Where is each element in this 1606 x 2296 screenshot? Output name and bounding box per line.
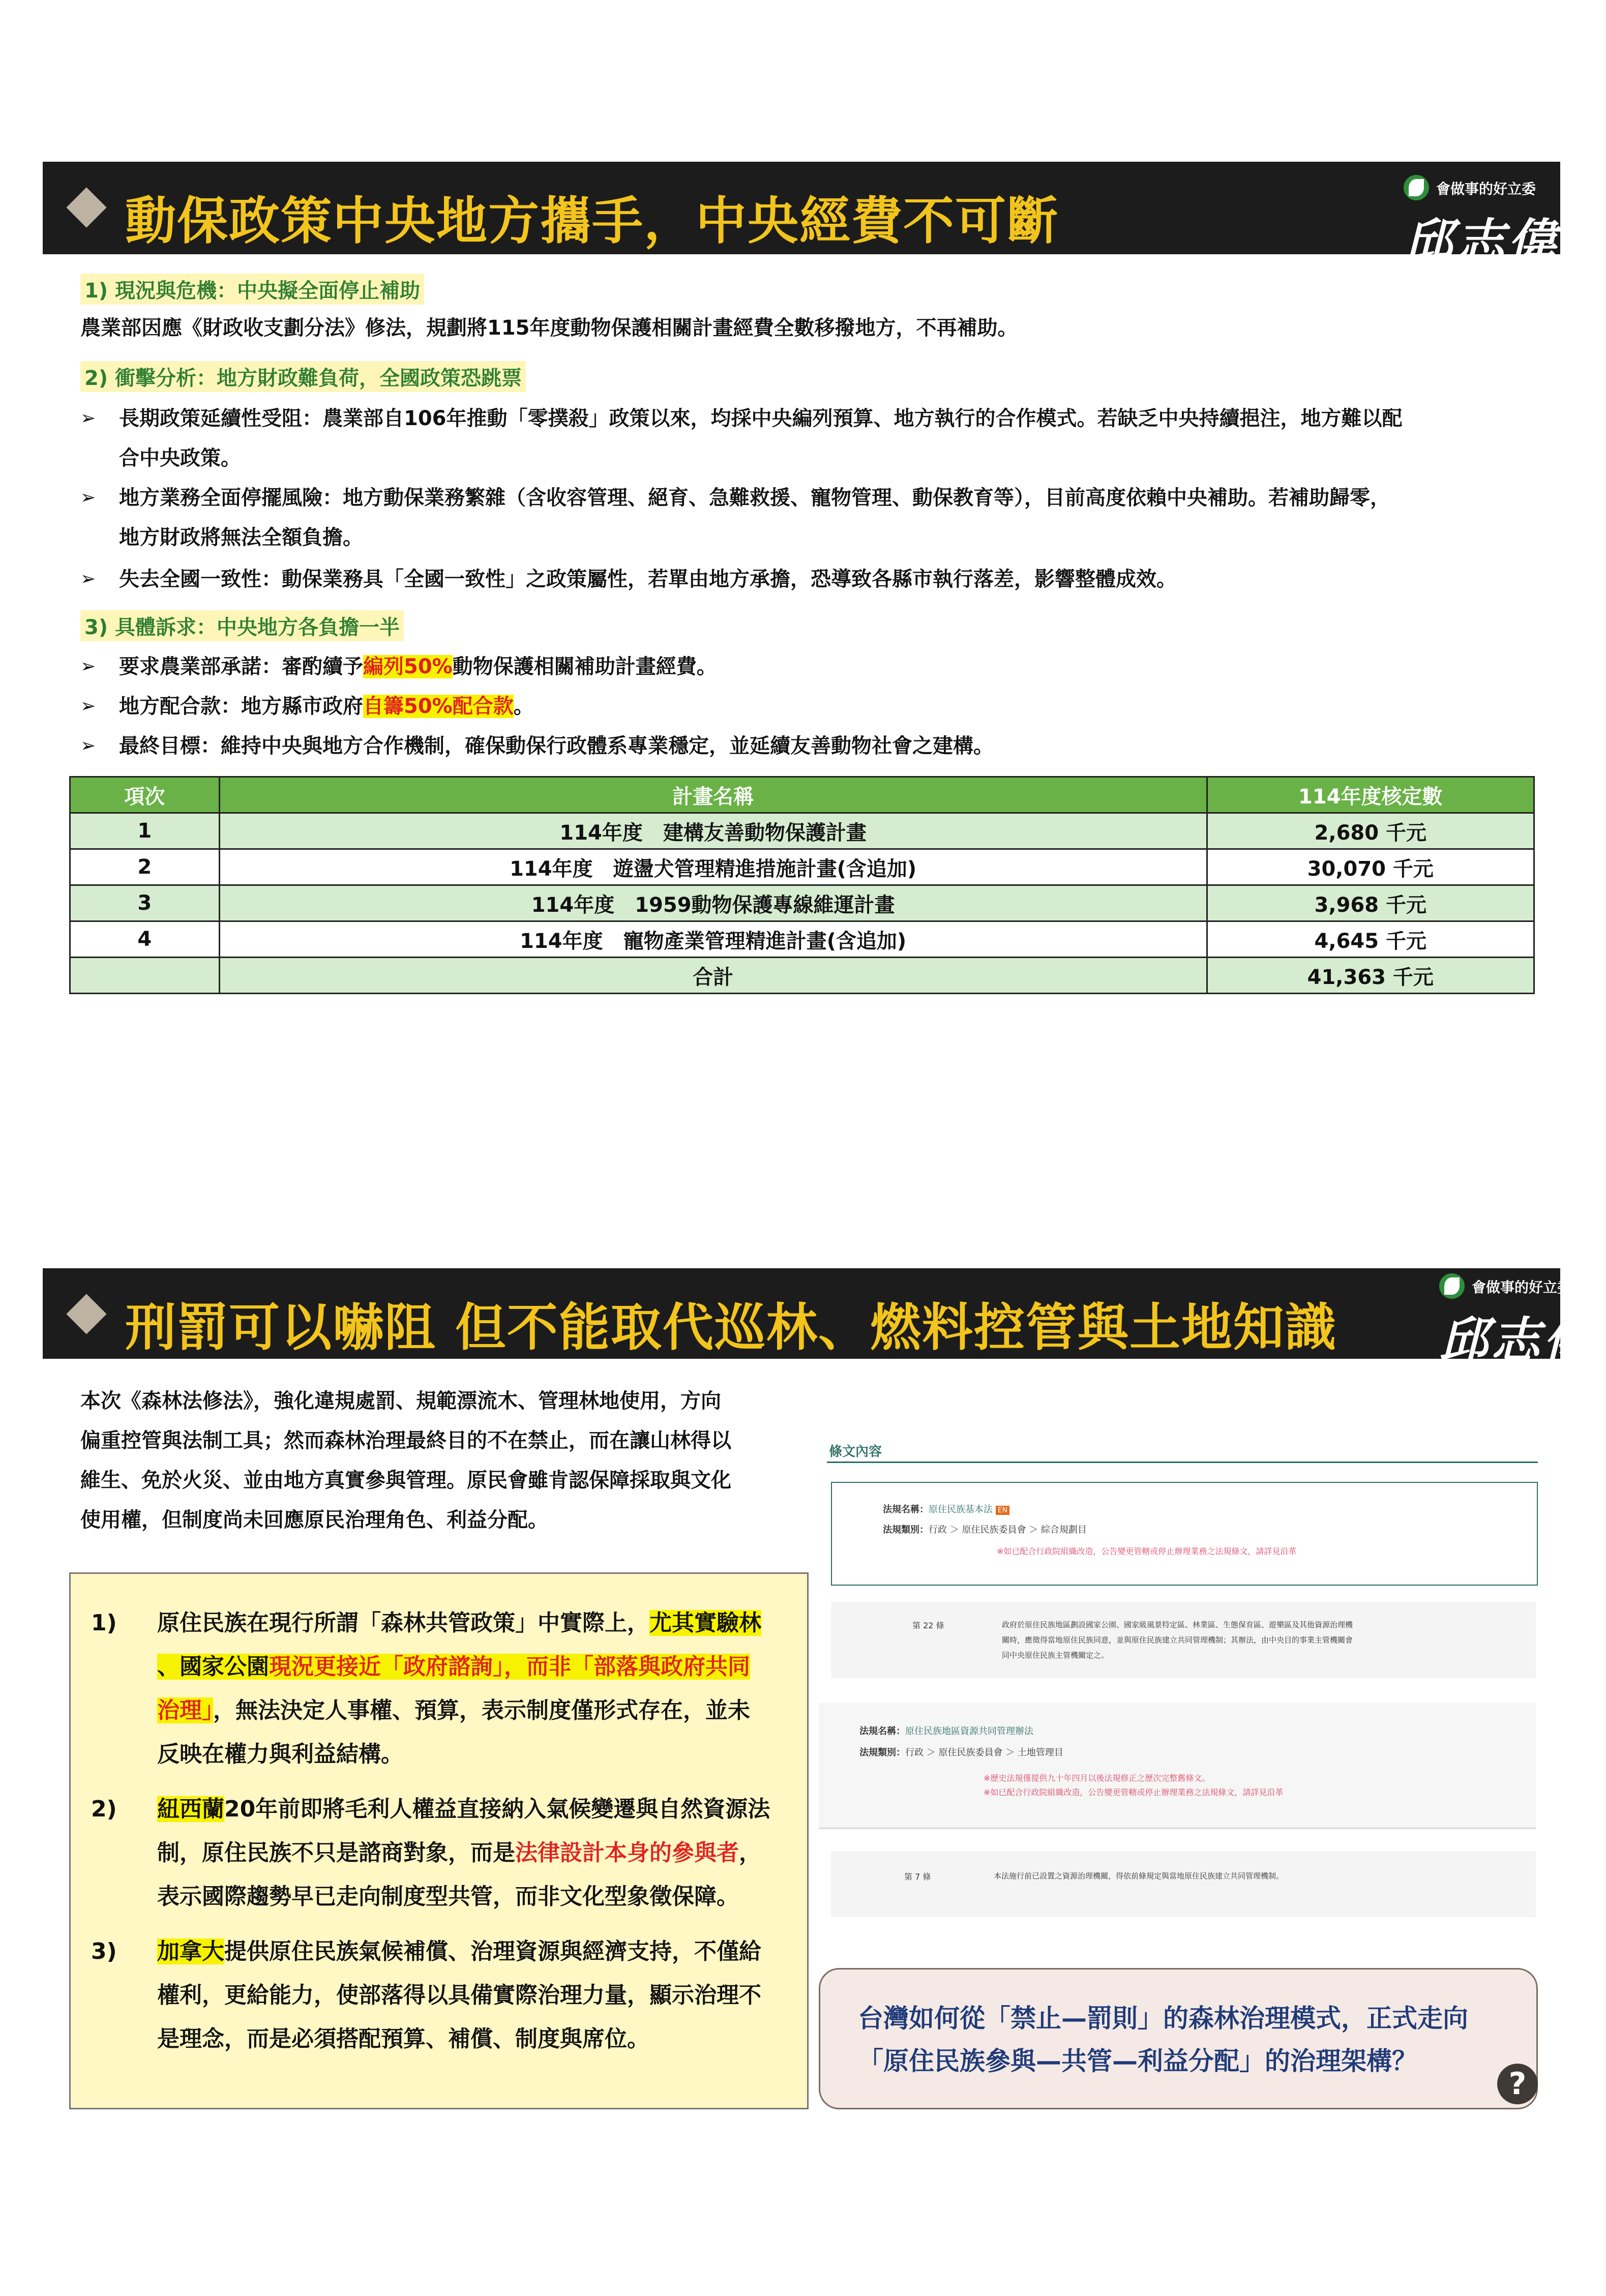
table-total-row: 合計 41,363 千元 <box>70 958 1534 994</box>
section2-intro-line: 偏重控管與法制工具；然而森林治理最終目的不在禁止，而在讓山林得以 <box>80 1429 731 1452</box>
analysis-item: 3) 加拿大提供原住民族氣候補償、治理資源與經濟支持，不僅給 權利，更給能力，使部落得以具備實際治理力量，顯示治理不 是理念，而是必須搭配預算、補償、制度與席位。 <box>91 1939 761 2052</box>
brand-slogan: 會做事的好立委 <box>1472 1279 1572 1296</box>
party-logo-icon <box>1439 1273 1465 1299</box>
brand-slogan: 會做事的好立委 <box>1436 181 1536 197</box>
table-row: 3 114年度 1959動物保護專線維運計畫 3,968 千元 <box>70 885 1534 921</box>
table-header: 計畫名稱 <box>219 777 1207 813</box>
section2-intro-line: 本次《森林法修法》，強化違規處罰、規範漂流木、管理林地使用，方向 <box>80 1389 721 1413</box>
bullet-item: ➢ 長期政策延續性受阻：農業部自106年推動「零撲殺」政策以來，均採中央編列預算、地方執行的合作模式。若缺乏中央持續挹注，地方難以配 合中央政策。 <box>80 399 1535 478</box>
table-row: 4 114年度 寵物產業管理精進計畫(含追加) 4,645 千元 <box>70 921 1534 958</box>
bullet-item: ➢ 地方配合款：地方縣市政府自籌50%配合款。 <box>80 687 1535 726</box>
highlight-self-funding: 自籌50%配合款 <box>363 695 514 718</box>
arrow-bullet-icon: ➢ <box>80 569 96 589</box>
bullet-item: ➢ 要求農業部承諾：審酌續予編列50%動物保護相關補助計畫經費。 <box>80 647 1535 687</box>
section2-intro-line: 維生、免於火災、並由地方真實參與管理。原民會雖肯認保障採取與文化 <box>80 1469 731 1492</box>
table-header: 114年度核定數 <box>1207 777 1534 813</box>
law-divider <box>827 1462 1538 1463</box>
table-header: 項次 <box>70 777 220 813</box>
section2-title: 刑罰可以嚇阻 但不能取代巡林、燃料控管與土地知識 <box>125 1298 1337 1357</box>
article-7: 第 7 條 本法施行前已設置之資源治理機關，得依前條規定與當地原住民族建立共同管理機制。 <box>831 1851 1536 1917</box>
section1-heading-1: 1) 現況與危機：中央擬全面停止補助 <box>80 274 424 305</box>
table-row: 1 114年度 建構友善動物保護計畫 2,680 千元 <box>70 813 1534 849</box>
law-resource-comanagement-box: 法規名稱：原住民族地區資源共同管理辦法 法規類別：行政 ＞ 原住民族委員會 ＞ 土地管理目 ※歷史法規僅提供九十年四月以後法規修正之歷次完整舊條文。 ※如已配合行政院組織改造，公告變更管轄或停止辦理業務之法規條文，請詳見沿革 <box>819 1703 1536 1830</box>
brand-logo <box>1404 171 1559 271</box>
section1-banner <box>43 162 1560 271</box>
law-divider <box>819 1828 1536 1829</box>
article-22: 第 22 條 政府於原住民族地區劃設國家公園、國家級風景特定區、林業區、生態保育區、遊樂區及其他資源治理機 關時，應徵得當地原住民族同意，並與原住民族建立共同管理機制；其辦法，由中央目的事業主管機關會 同中央原住民族主管機關定之。 <box>831 1602 1536 1678</box>
bullet-item: ➢ 最終目標：維持中央與地方合作機制，確保動保行政體系專業穩定，並延續友善動物社會之建構。 <box>80 726 1535 766</box>
budget-table <box>69 776 1535 994</box>
arrow-bullet-icon: ➢ <box>80 408 96 429</box>
brand-logo <box>1439 1269 1595 1369</box>
arrow-bullet-icon: ➢ <box>80 656 96 677</box>
brand-name: 邱志偉 <box>1439 1311 1595 1369</box>
party-logo-icon <box>1404 175 1429 200</box>
english-badge[interactable]: EN <box>996 1506 1009 1515</box>
table-row: 2 114年度 遊盪犬管理精進措施計畫(含追加) 30,070 千元 <box>70 849 1534 885</box>
section1-heading-2: 2) 衝擊分析：地方財政難負荷，全國政策恐跳票 <box>80 361 526 392</box>
diamond-icon <box>66 1294 106 1334</box>
section1-title: 動保政策中央地方攜手，中央經費不可斷 <box>125 191 1059 251</box>
table-header-row <box>70 777 1534 813</box>
section2-intro-line: 使用權，但制度尚未回應原民治理角色、利益分配。 <box>80 1508 548 1532</box>
question-mark-icon: ? <box>1497 2064 1538 2104</box>
diamond-icon <box>66 187 106 227</box>
question-box: 台灣如何從「禁止—罰則」的森林治理模式，正式走向 「原住民族參與—共管—利益分配」的治理架構？ <box>819 1968 1538 2109</box>
section1-paragraph-1: 農業部因應《財政收支劃分法》修法，規劃將115年度動物保護相關計畫經費全數移撥地方，不再補助。 <box>80 316 1018 340</box>
analysis-panel <box>69 1572 809 2109</box>
analysis-item: 2) 紐西蘭20年前即將毛利人權益直接納入氣候變遷與自然資源法 制，原住民族不只是諮商對象，而是法律設計本身的參與者， 表示國際趨勢早已走向制度型共管，而非文化型象徵保障。 <box>91 1796 770 1910</box>
brand-name: 邱志偉 <box>1404 213 1559 271</box>
arrow-bullet-icon: ➢ <box>80 487 96 508</box>
section2-banner <box>43 1268 1595 1369</box>
law-section-label: 條文內容 <box>829 1444 882 1459</box>
bullet-item: ➢ 地方業務全面停擺風險：地方動保業務繁雜（含收容管理、絕育、急難救援、寵物管理、動保教育等），目前高度依賴中央補助。若補助歸零， 地方財政將無法全額負擔。 <box>80 478 1535 557</box>
arrow-bullet-icon: ➢ <box>80 735 96 756</box>
highlight-50-percent: 編列50% <box>363 655 453 678</box>
law-basic-law-box: 法規名稱：原住民族基本法 EN 法規類別：行政 ＞ 原住民族委員會 ＞ 綜合規劃目 ※如已配合行政院組織改造，公告變更管轄或停止辦理業務之法規條文，請詳見沿革 <box>831 1482 1538 1586</box>
arrow-bullet-icon: ➢ <box>80 696 96 717</box>
analysis-item: 1) 原住民族在現行所謂「森林共管政策」中實際上，尤其實驗林 、國家公園現況更接近「政府諮詢」，而非「部落與政府共同 治理」，無法決定人事權、預算，表示制度僅形式存在，並未 反映在權力與利益結構。 <box>91 1610 761 1767</box>
section1-heading-3: 3) 具體訴求：中央地方各負擔一半 <box>80 610 404 641</box>
bullet-item: ➢ 失去全國一致性：動保業務具「全國一致性」之政策屬性，若單由地方承擔，恐導致各縣市執行落差，影響整體成效。 <box>80 559 1535 599</box>
